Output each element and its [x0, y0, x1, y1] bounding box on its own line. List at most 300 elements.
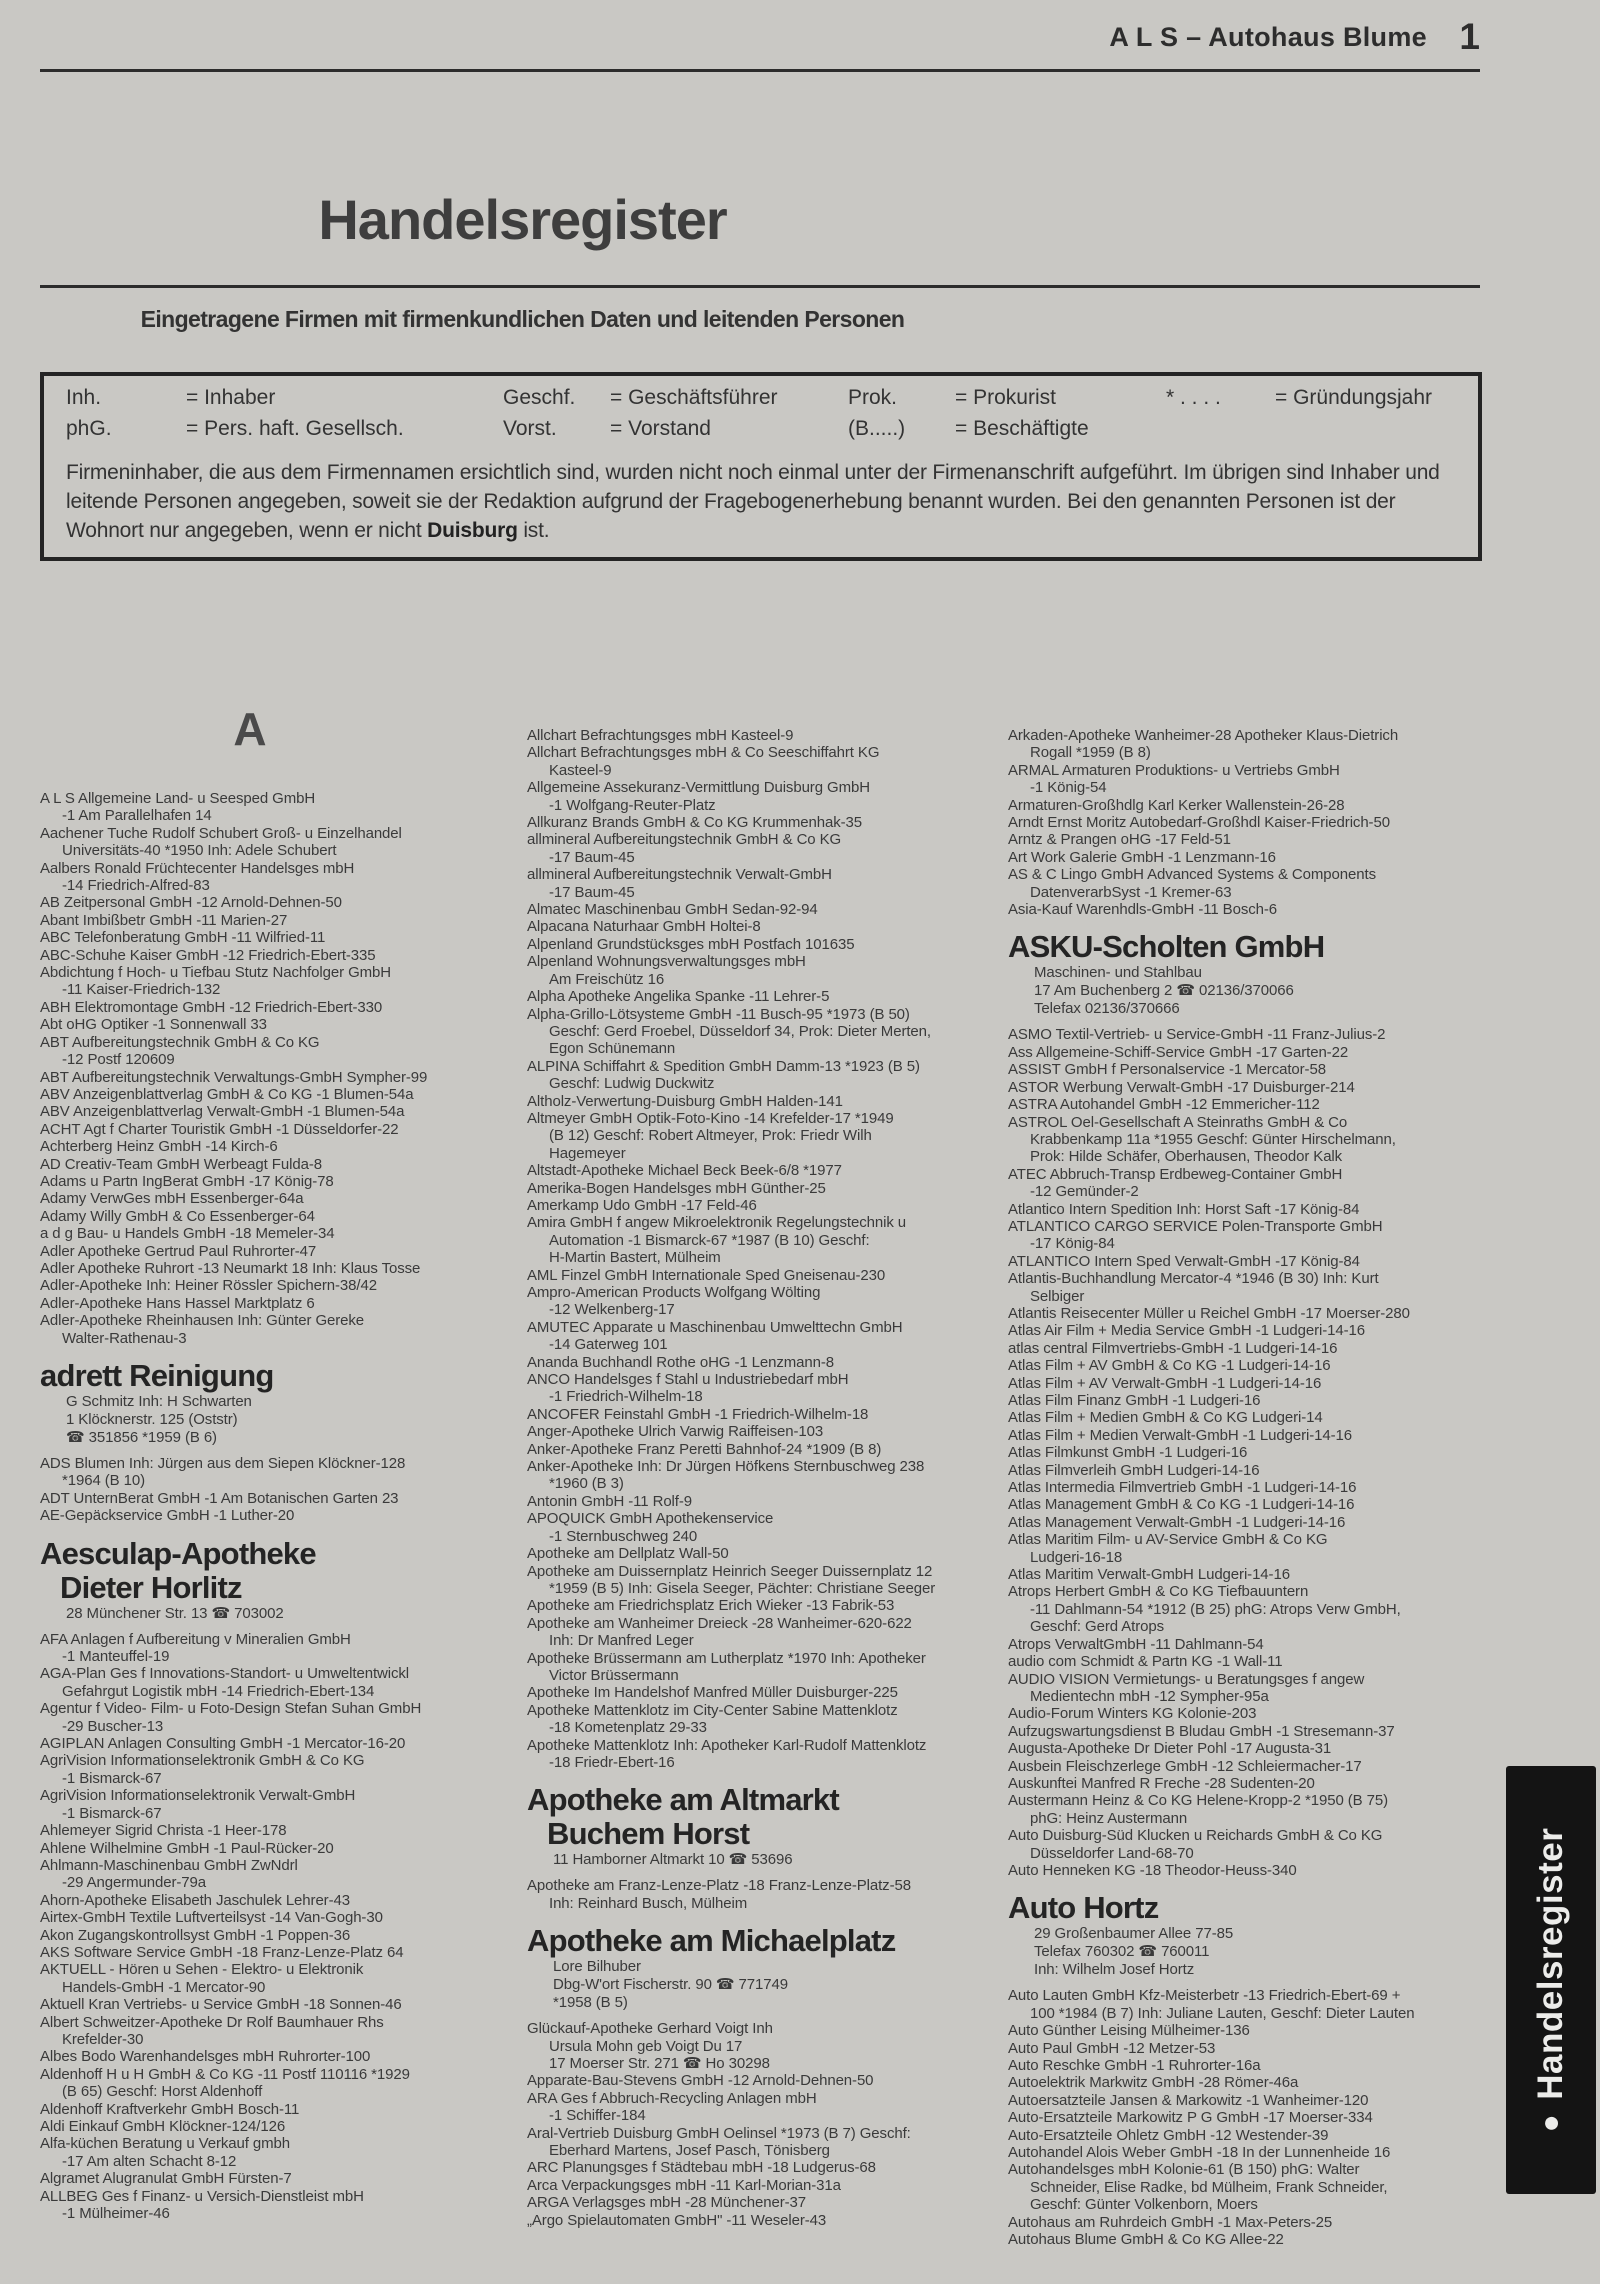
directory-entry	[1008, 1444, 1486, 1461]
directory-entry	[40, 1190, 518, 1207]
directory-entry	[1008, 1514, 1486, 1531]
entry-line: ARC Planungsges f Städtebau mbH -18 Ludgerus-68	[527, 2159, 876, 2177]
entry-display-title: Buchem Horst	[547, 1816, 750, 1852]
entry-display-title: Apotheke am Michaelplatz	[527, 1923, 896, 1959]
directory-entry	[40, 1016, 518, 1033]
directory-entry	[40, 1787, 518, 1822]
entry-line: Ausbein Fleischzerlege GmbH -12 Schleiermacher-17	[1008, 1757, 1362, 1775]
directory-entry	[527, 1406, 1005, 1423]
entry-line: Atlantis Reisecenter Müller u Reichel GmbH -17 Moerser-280	[1008, 1304, 1410, 1322]
directory-entry	[40, 1260, 518, 1277]
entry-line: H-Martin Bastert, Mülheim	[549, 1249, 721, 1267]
entry-line: Alfa-küchen Beratung u Verkauf gmbh	[40, 2135, 290, 2153]
directory-entry	[527, 779, 1005, 814]
entry-line: Allkuranz Brands GmbH & Co KG Krummenhak-35	[527, 814, 862, 832]
entry-line: ABC Telefonberatung GmbH -11 Wilfried-11	[40, 929, 326, 947]
entry-line: Victor Brüssermann	[549, 1666, 679, 1684]
entry-line: (B 65) Geschf: Horst Aldenhoff	[62, 2083, 263, 2101]
directory-entry	[1008, 831, 1486, 848]
entry-line: 28 Münchener Str. 13 ☎ 703002	[66, 1604, 284, 1622]
entry-line: Apparate-Bau-Stevens GmbH -12 Arnold-Dehnen-50	[527, 2072, 874, 2090]
entry-line: Aufzugswartungsdienst B Bludau GmbH -1 Stresemann-37	[1008, 1722, 1395, 1740]
directory-entry	[1008, 1357, 1486, 1374]
directory-entry	[40, 2188, 518, 2223]
directory-entry	[527, 1563, 1005, 1598]
entry-line: Abant Imbißbetr GmbH -11 Marien-27	[40, 911, 288, 929]
entry-line: Dbg-W'ort Fischerstr. 90 ☎ 771749	[553, 1976, 789, 1994]
directory-entry	[40, 947, 518, 964]
directory-entry	[527, 1737, 1005, 1772]
directory-entry	[1008, 1253, 1486, 1270]
entry-line: Telefax 760302 ☎ 760011	[1034, 1943, 1210, 1961]
directory-entry	[1008, 1496, 1486, 1513]
entry-line: Rogall *1959 (B 8)	[1030, 744, 1151, 762]
directory-entry	[1008, 1096, 1486, 1113]
running-head: A L S – Autohaus Blume	[1109, 22, 1427, 52]
legend-note-bold-city: Duisburg	[427, 519, 518, 542]
legend-abbr: Prok.	[848, 386, 898, 409]
directory-entry	[40, 2135, 518, 2170]
directory-entry	[40, 1225, 518, 1242]
directory-entry	[40, 1631, 518, 1666]
entry-line: Audio-Forum Winters KG Kolonie-203	[1008, 1705, 1257, 1723]
entry-line: Egon Schünemann	[549, 1040, 676, 1058]
entry-line: AGIPLAN Anlagen Consulting GmbH -1 Mercator-16-20	[40, 1735, 406, 1753]
directory-entry	[1008, 2127, 1486, 2144]
directory-entry	[1008, 2109, 1486, 2126]
directory-entry	[1008, 1044, 1486, 1061]
entry-line: Atlas Management GmbH & Co KG -1 Ludgeri-14-16	[1008, 1496, 1355, 1514]
directory-entry	[527, 1423, 1005, 1440]
directory-entry	[40, 1121, 518, 1138]
entry-line: ATLANTICO CARGO SERVICE Polen-Transporte GmbH	[1008, 1217, 1383, 1235]
directory-entry	[527, 744, 1005, 779]
legend-row	[66, 386, 1456, 417]
entry-line: Adamy Willy GmbH & Co Essenberger-64	[40, 1207, 315, 1225]
page-header	[40, 16, 1480, 58]
entry-line: 1 Klöcknerstr. 125 (Oststr)	[66, 1411, 238, 1428]
entry-line: Apotheke am Dellplatz Wall-50	[527, 1545, 729, 1563]
top-rule	[40, 69, 1480, 72]
legend-note	[66, 458, 1456, 545]
entry-line: Alpha-Grillo-Lötsysteme GmbH -11 Busch-95 *1973 (B 50)	[527, 1005, 910, 1023]
entry-line: Abdichtung f Hoch- u Tiefbau Stutz Nachfolger GmbH	[40, 964, 392, 982]
directory-entry	[1008, 2057, 1486, 2074]
entry-line: AKS Software Service GmbH -18 Franz-Lenze-Platz 64	[40, 1943, 404, 1961]
entry-line: Agentur f Video- Film- u Foto-Design Stefan Suhan GmbH	[40, 1700, 422, 1718]
entry-line: Adler Apotheke Gertrud Paul Ruhrorter-47	[40, 1242, 317, 1260]
directory-entry	[1008, 1114, 1486, 1166]
entry-display-title: Apotheke am Altmarkt	[527, 1782, 839, 1818]
bullet-icon: ●	[1534, 2113, 1567, 2133]
directory-entry	[40, 1892, 518, 1909]
directory-entry	[527, 1493, 1005, 1510]
directory-entry	[40, 2066, 518, 2101]
directory-entry	[527, 1110, 1005, 1162]
directory-entry	[1008, 1079, 1486, 1096]
entry-line: AKTUELL - Hören u Sehen - Elektro- u Elektronik	[40, 1961, 364, 1979]
directory-entry	[40, 999, 518, 1016]
directory-entry	[527, 1058, 1005, 1093]
directory-entry	[527, 1510, 1005, 1545]
display-entry	[527, 1924, 1005, 2012]
directory-entry	[1008, 1166, 1486, 1201]
entry-display-title: adrett Reinigung	[40, 1358, 274, 1393]
entry-line: APOQUICK GmbH Apothekenservice	[527, 1510, 774, 1528]
entry-line: Krabbenkamp 11a *1955 Geschf: Günter Hirschelmann,	[1030, 1130, 1396, 1148]
directory-entry	[527, 866, 1005, 901]
section-letter: A	[233, 703, 267, 755]
entry-line: Ass Allgemeine-Schiff-Service GmbH -17 Garten-22	[1008, 1043, 1349, 1061]
entry-line: Asia-Kauf Warenhdls-GmbH -11 Bosch-6	[1008, 901, 1278, 919]
entry-line: Am Freischütz 16	[549, 970, 665, 988]
legend-def: = Vorstand	[610, 417, 711, 440]
entry-line: *1964 (B 10)	[62, 1472, 146, 1490]
register-tab-label: Handelsregister	[1531, 1827, 1570, 2100]
directory-entry	[1008, 1705, 1486, 1722]
entry-line: Ahlmann-Maschinenbau GmbH ZwNdrl	[40, 1856, 298, 1874]
directory-entry	[527, 2072, 1005, 2089]
page-number: 1	[1459, 16, 1480, 57]
entry-line: 100 *1984 (B 7) Inh: Juliane Lauten, Geschf: Dieter Lauten	[1030, 2004, 1415, 2022]
legend-abbr: (B.....)	[848, 417, 906, 440]
entry-line: Albes Bodo Warenhandelsges mbH Ruhrorter-100	[40, 2048, 371, 2066]
directory-entry	[1008, 866, 1486, 901]
entry-line: AMUTEC Apparate u Maschinenbau Umwelttechn GmbH	[527, 1318, 903, 1336]
directory-entry	[1008, 2214, 1486, 2231]
entry-line: phG: Heinz Austermann	[1030, 1809, 1188, 1827]
entry-line: audio com Schmidt & Partn KG -1 Wall-11	[1008, 1653, 1283, 1671]
directory-entry	[1008, 1479, 1486, 1496]
legend-abbr: Vorst.	[503, 417, 557, 440]
entry-line: Alpenland Wohnungsverwaltungsges mbH	[527, 953, 806, 971]
entry-line: Algramet Alugranulat GmbH Fürsten-7	[40, 2170, 292, 2188]
display-entry	[1008, 930, 1486, 1018]
directory-entry	[1008, 2022, 1486, 2039]
entry-line: Akon Zugangskontrollsyst GmbH -1 Poppen-36	[40, 1926, 351, 1944]
entry-display-title: Dieter Horlitz	[60, 1569, 242, 1605]
directory-entry	[40, 1665, 518, 1700]
entry-line: Atlas Film Finanz GmbH -1 Ludgeri-16	[1008, 1392, 1261, 1409]
entry-line: Inh: Wilhelm Josef Hortz	[1034, 1961, 1195, 1979]
entry-line: Auto Henneken KG -18 Theodor-Heuss-340	[1008, 1861, 1297, 1879]
entry-line: ARGA Verlagsges mbH -28 Münchener-37	[527, 2194, 807, 2212]
entry-line: Apotheke am Friedrichsplatz Erich Wieker -13 Fabrik-53	[527, 1597, 895, 1615]
entry-line: AgriVision Informationselektronik Verwalt-GmbH	[40, 1787, 356, 1805]
entry-line: ACHT Agt f Charter Touristik GmbH -1 Düsseldorfer-22	[40, 1120, 399, 1138]
entry-line: allmineral Aufbereitungstechnik Verwalt-GmbH	[527, 866, 832, 884]
entry-line: AgriVision Informationselektronik GmbH & Co KG	[40, 1752, 365, 1770]
entry-line: ADS Blumen Inh: Jürgen aus dem Siepen Klöckner-128	[40, 1455, 406, 1472]
entry-line: Albert Schweitzer-Apotheke Dr Rolf Baumhauer Rhs	[40, 2013, 384, 2031]
directory-entry	[40, 1138, 518, 1155]
entry-line: -1 Wolfgang-Reuter-Platz	[549, 796, 716, 814]
display-entry	[527, 1783, 1005, 1869]
directory-entry	[527, 1284, 1005, 1319]
entry-line: Adamy VerwGes mbH Essenberger-64a	[40, 1190, 304, 1208]
directory-entry	[1008, 1061, 1486, 1078]
entry-line: ASTROL Oel-Gesellschaft A Steinraths GmbH & Co	[1008, 1113, 1348, 1131]
entry-line: -1 Am Parallelhafen 14	[62, 807, 212, 825]
entry-line: ASTRA Autohandel GmbH -12 Emmericher-112	[1008, 1096, 1320, 1114]
entry-line: *1958 (B 5)	[553, 1994, 628, 2012]
entry-line: -12 Welkenberg-17	[549, 1301, 675, 1319]
entry-line: Autoersatzteile Jansen & Markowitz -1 Wanheimer-120	[1008, 2091, 1369, 2109]
directory-entry	[527, 1006, 1005, 1058]
entry-line: -1 König-54	[1030, 779, 1107, 797]
entry-line: Automation -1 Bismarck-67 *1987 (B 10) Geschf:	[549, 1231, 870, 1249]
entry-line: „Argo Spielautomaten GmbH" -11 Weseler-43	[527, 2211, 827, 2229]
entry-line: Apotheke Mattenklotz Inh: Apotheker Karl-Rudolf Mattenklotz	[527, 1736, 927, 1754]
entry-line: Atlas Filmkunst GmbH -1 Ludgeri-16	[1008, 1444, 1248, 1462]
directory-entry	[527, 1214, 1005, 1266]
directory-entry	[527, 2212, 1005, 2229]
entry-line: Glückauf-Apotheke Gerhard Voigt Inh	[527, 2020, 773, 2038]
entry-line: Autoelektrik Markwitz GmbH -28 Römer-46a	[1008, 2074, 1299, 2092]
directory-entry	[40, 1034, 518, 1069]
entry-line: Atlas Film + Medien Verwalt-GmbH -1 Ludgeri-14-16	[1008, 1426, 1352, 1444]
entry-line: Almatec Maschinenbau GmbH Sedan-92-94	[527, 901, 818, 919]
directory-entry	[1008, 1653, 1486, 1670]
entry-line: Art Work Galerie GmbH -1 Lenzmann-16	[1008, 848, 1276, 866]
entry-line: -14 Gaterweg 101	[549, 1336, 668, 1354]
entry-line: Anker-Apotheke Franz Peretti Bahnhof-24 *1909 (B 8)	[527, 1440, 882, 1458]
entry-line: ARMAL Armaturen Produktions- u Vertriebs GmbH	[1008, 761, 1340, 779]
legend-def: = Beschäftigte	[955, 417, 1089, 440]
entry-line: Adler-Apotheke Rheinhausen Inh: Günter Gereke	[40, 1312, 365, 1330]
entry-line: Allchart Befrachtungsges mbH Kasteel-9	[527, 727, 794, 744]
directory-column-2	[527, 727, 1005, 2229]
entry-line: -1 Mülheimer-46	[62, 2205, 170, 2223]
directory-entry	[40, 1752, 518, 1787]
directory-entry	[40, 1507, 518, 1524]
directory-entry	[527, 727, 1005, 744]
entry-line: Apotheke Brüssermann am Lutherplatz *1970 Inh: Apotheker	[527, 1649, 926, 1667]
directory-entry	[527, 1197, 1005, 1214]
entry-line: Ahorn-Apotheke Elisabeth Jaschulek Lehrer-43	[40, 1891, 350, 1909]
directory-entry	[1008, 1671, 1486, 1706]
entry-line: -1 Bismarck-67	[62, 1769, 162, 1787]
directory-entry	[527, 901, 1005, 918]
entry-line: Auto-Ersatzteile Markowitz P G GmbH -17 Moerser-334	[1008, 2109, 1373, 2127]
directory-entry	[40, 1700, 518, 1735]
directory-entry	[527, 1684, 1005, 1701]
directory-entry	[40, 1927, 518, 1944]
entry-line: Amerika-Bogen Handelsges mbH Günther-25	[527, 1179, 826, 1197]
entry-line: Aachener Tuche Rudolf Schubert Groß- u Einzelhandel	[40, 824, 402, 842]
entry-line: ABH Elektromontage GmbH -12 Friedrich-Ebert-330	[40, 998, 383, 1016]
entry-line: AD Creativ-Team GmbH Werbeagt Fulda-8	[40, 1155, 322, 1173]
directory-entry	[40, 825, 518, 860]
directory-entry	[1008, 1305, 1486, 1322]
directory-column-1	[40, 704, 518, 2222]
entry-line: Altstadt-Apotheke Michael Beck Beek-6/8 *1977	[527, 1162, 842, 1180]
entry-line: Geschf: Gerd Froebel, Düsseldorf 34, Prok: Dieter Merten,	[549, 1022, 931, 1040]
directory-entry	[1008, 2074, 1486, 2091]
directory-entry	[1008, 1427, 1486, 1444]
directory-entry	[527, 1877, 1005, 1912]
register-tab-text	[1531, 1828, 1571, 2133]
entry-line: Atlas Film + AV GmbH & Co KG -1 Ludgeri-14-16	[1008, 1357, 1331, 1375]
entry-line: Atlas Film + AV Verwalt-GmbH -1 Ludgeri-14-16	[1008, 1374, 1322, 1392]
directory-entry	[1008, 727, 1486, 762]
directory-entry	[527, 831, 1005, 866]
entry-line: Atlas Film + Medien GmbH & Co KG Ludgeri-14	[1008, 1409, 1323, 1427]
legend-abbr: Inh.	[66, 386, 102, 409]
entry-line: Geschf: Günter Volkenborn, Moers	[1030, 2196, 1258, 2214]
entry-line: Abt oHG Optiker -1 Sonnenwall 33	[40, 1016, 267, 1034]
legend-def: = Pers. haft. Gesellsch.	[186, 417, 404, 440]
directory-entry	[1008, 849, 1486, 866]
directory-entry	[40, 1490, 518, 1507]
entry-display-title: Auto Hortz	[1008, 1890, 1159, 1926]
directory-entry	[40, 1996, 518, 2013]
entry-line: G Schmitz Inh: H Schwarten	[66, 1393, 252, 1410]
directory-entry	[1008, 1792, 1486, 1827]
entry-line: Ludgeri-16-18	[1030, 1548, 1123, 1566]
directory-entry	[527, 918, 1005, 935]
directory-entry	[527, 1702, 1005, 1737]
directory-entry	[527, 1545, 1005, 1562]
entry-line: ABV Anzeigenblattverlag Verwalt-GmbH -1 Blumen-54a	[40, 1103, 405, 1121]
legend-def: = Geschäftsführer	[610, 386, 778, 409]
entry-line: Amerkamp Udo GmbH -17 Feld-46	[527, 1196, 757, 1214]
directory-entry	[1008, 1531, 1486, 1566]
entry-line: AUDIO VISION Vermietungs- u Beratungsges f angew	[1008, 1670, 1365, 1688]
entry-line: 17 Moerser Str. 271 ☎ Ho 30298	[549, 2055, 770, 2072]
directory-entry	[1008, 1987, 1486, 2022]
entry-line: Auto Günther Leising Mülheimer-136	[1008, 2022, 1250, 2040]
directory-entry	[1008, 2161, 1486, 2213]
entry-line: Airtex-GmbH Textile Luftverteilsyst -14 Van-Gogh-30	[40, 1909, 383, 1927]
directory-entry	[40, 1243, 518, 1260]
directory-entry	[1008, 1026, 1486, 1043]
entry-line: AE-Gepäckservice GmbH -1 Luther-20	[40, 1507, 295, 1525]
entry-line: Aral-Vertrieb Duisburg GmbH Oelinsel *1973 (B 7) Geschf:	[527, 2124, 911, 2142]
directory-entry	[1008, 2092, 1486, 2109]
directory-entry	[1008, 2231, 1486, 2248]
entry-line: Apotheke Mattenklotz im City-Center Sabine Mattenklotz	[527, 1701, 898, 1719]
directory-entry	[1008, 1201, 1486, 1218]
entry-line: *1960 (B 3)	[549, 1475, 624, 1493]
page-subtitle: Eingetragene Firmen mit firmenkundlichen Daten und leitenden Personen	[140, 306, 905, 332]
legend-box	[40, 372, 1482, 561]
entry-line: Adler-Apotheke Hans Hassel Marktplatz 6	[40, 1294, 315, 1312]
directory-entry	[40, 1173, 518, 1190]
directory-entry	[40, 964, 518, 999]
entry-line: Ahlemeyer Sigrid Christa -1 Heer-178	[40, 1822, 287, 1840]
directory-entry	[1008, 1375, 1486, 1392]
directory-entry	[1008, 1775, 1486, 1792]
entry-line: Augusta-Apotheke Dr Dieter Pohl -17 Augusta-31	[1008, 1740, 1332, 1758]
display-entry	[40, 1537, 518, 1623]
entry-line: Atlas Filmverleih GmbH Ludgeri-14-16	[1008, 1461, 1260, 1479]
entry-line: Prok: Hilde Schäfer, Oberhausen, Theodor Kalk	[1030, 1148, 1343, 1166]
entry-line: Armaturen-Großhdlg Karl Kerker Wallenstein-26-28	[1008, 796, 1345, 814]
entry-line: Antonin GmbH -11 Rolf-9	[527, 1492, 692, 1510]
entry-line: ABV Anzeigenblattverlag GmbH & Co KG -1 Blumen-54a	[40, 1085, 414, 1103]
entry-line: 29 Großenbaumer Allee 77-85	[1034, 1925, 1234, 1943]
directory-entry	[1008, 1218, 1486, 1253]
entry-line: ATEC Abbruch-Transp Erdbeweg-Container GmbH	[1008, 1165, 1343, 1183]
directory-entry	[40, 1312, 518, 1347]
entry-line: -29 Buscher-13	[62, 1717, 164, 1735]
directory-entry	[40, 1086, 518, 1103]
legend-def: = Gründungsjahr	[1275, 386, 1433, 409]
entry-line: Gefahrgut Logistik mbH -14 Friedrich-Ebert-134	[62, 1682, 375, 1700]
directory-entry	[40, 2014, 518, 2049]
entry-line: Geschf: Ludwig Duckwitz	[549, 1075, 715, 1093]
entry-line: -11 Dahlmann-54 *1912 (B 25) phG: Atrops Verw GmbH,	[1030, 1600, 1401, 1618]
entry-line: Anker-Apotheke Inh: Dr Jürgen Höfkens Sternbuschweg 238	[527, 1458, 925, 1476]
entry-line: Altholz-Verwertung-Duisburg GmbH Halden-141	[527, 1092, 843, 1110]
directory-entry	[1008, 2040, 1486, 2057]
entry-line: Kasteel-9	[549, 761, 612, 779]
entry-line: Auskunftei Manfred R Freche -28 Sudenten-20	[1008, 1774, 1315, 1792]
entry-line: Krefelder-30	[62, 2030, 144, 2048]
entry-line: Austermann Heinz & Co KG Helene-Kropp-2 *1950 (B 75)	[1008, 1792, 1388, 1810]
entry-line: Atlas Management Verwalt-GmbH -1 Ludgeri-14-16	[1008, 1513, 1346, 1531]
entry-line: DatenverarbSyst -1 Kremer-63	[1030, 883, 1232, 901]
directory-entry	[40, 1295, 518, 1312]
entry-line: Arntz & Prangen oHG -17 Feld-51	[1008, 831, 1231, 849]
entry-line: ABT Aufbereitungstechnik Verwaltungs-GmbH Sympher-99	[40, 1068, 428, 1086]
entry-line: Apotheke am Wanheimer Dreieck -28 Wanheimer-620-622	[527, 1614, 912, 1632]
entry-line: Aldi Einkauf GmbH Klöckner-124/126	[40, 2118, 286, 2135]
directory-entry	[1008, 1740, 1486, 1757]
legend-def: = Inhaber	[186, 386, 276, 409]
entry-line: -1 Manteuffel-19	[62, 1648, 170, 1666]
legend-abbr: * . . . .	[1166, 386, 1221, 409]
entry-line: Ampro-American Products Wolfgang Wölting	[527, 1284, 821, 1301]
entry-line: *1959 (B 5) Inh: Gisela Seeger, Pächter: Christiane Seeger	[549, 1579, 936, 1597]
entry-line: Medientechn mbH -12 Sympher-95a	[1030, 1687, 1269, 1705]
entry-line: -14 Friedrich-Alfred-83	[62, 877, 210, 895]
directory-entry	[1008, 1566, 1486, 1583]
entry-line: ASSIST GmbH f Personalservice -1 Mercator-58	[1008, 1061, 1326, 1079]
entry-line: Eberhard Martens, Josef Pasch, Tönisberg	[549, 2142, 830, 2160]
entry-line: 17 Am Buchenberg 2 ☎ 02136/370066	[1034, 982, 1294, 1000]
directory-entry	[1008, 1862, 1486, 1879]
entry-line: Auto Paul GmbH -12 Metzer-53	[1008, 2039, 1216, 2057]
directory-entry	[527, 1597, 1005, 1614]
directory-entry	[527, 936, 1005, 953]
directory-entry	[40, 1822, 518, 1839]
entry-line: Allgemeine Assekuranz-Vermittlung Duisburg GmbH	[527, 779, 870, 797]
directory-entry	[40, 1208, 518, 1225]
directory-entry	[40, 1944, 518, 1961]
entry-line: 11 Hamborner Altmarkt 10 ☎ 53696	[553, 1851, 793, 1869]
entry-line: AB Zeitpersonal GmbH -12 Arnold-Dehnen-50	[40, 894, 342, 912]
entry-line: Universitäts-40 *1950 Inh: Adele Schubert	[62, 842, 337, 860]
entry-line: Apotheke am Duissernplatz Heinrich Seeger Duissernplatz 12	[527, 1562, 933, 1580]
entry-line: Adler-Apotheke Inh: Heiner Rössler Spichern-38/42	[40, 1277, 377, 1295]
entry-line: Autohandelsges mbH Kolonie-61 (B 150) phG: Walter	[1008, 2161, 1360, 2179]
directory-entry	[1008, 1322, 1486, 1339]
entry-line: Inh: Dr Manfred Leger	[549, 1632, 694, 1650]
masthead	[40, 188, 1005, 251]
display-entry	[40, 1359, 518, 1447]
entry-line: AFA Anlagen f Aufbereitung v Mineralien GmbH	[40, 1630, 351, 1648]
directory-entry	[1008, 1340, 1486, 1357]
directory-entry	[527, 1650, 1005, 1685]
entry-line: ADT UnternBerat GmbH -1 Am Botanischen Garten 23	[40, 1489, 399, 1507]
entry-line: -17 König-84	[1030, 1235, 1115, 1253]
entry-line: Auto Reschke GmbH -1 Ruhrorter-16a	[1008, 2057, 1261, 2074]
directory-entry	[40, 1840, 518, 1857]
entry-line: Atlantis-Buchhandlung Mercator-4 *1946 (B 30) Inh: Kurt	[1008, 1270, 1379, 1288]
entry-line: Lore Bilhuber	[553, 1958, 641, 1976]
